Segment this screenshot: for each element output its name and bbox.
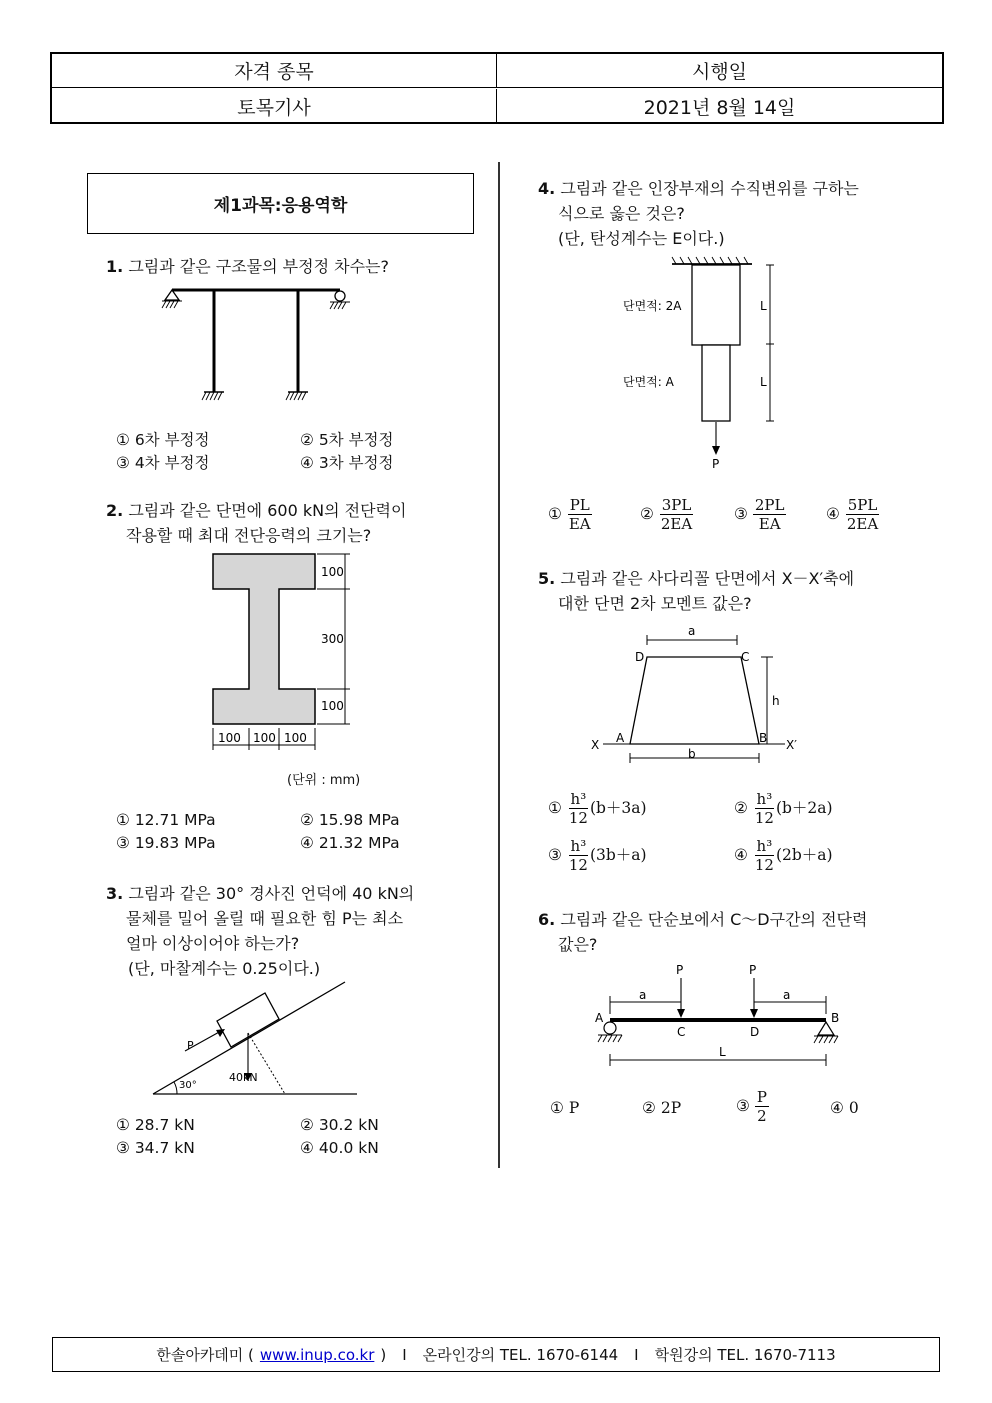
q5-option-2[interactable]: ② $\frac{\text{h³}}{12}$ (b＋2a) <box>734 790 833 827</box>
q4-question-line1: 그림과 같은 인장부재의 수직변위를 구하는 <box>560 179 859 198</box>
footer-close: ) <box>380 1345 387 1364</box>
q3-option-3[interactable]: ③ 34.7 kN <box>116 1139 195 1157</box>
q4-l2: L <box>760 375 767 389</box>
q3-angle-label: 30° <box>179 1080 197 1091</box>
q6-L-label: L <box>719 1045 726 1059</box>
q6-p2-label: P <box>749 963 757 977</box>
q5-figure <box>585 620 805 770</box>
q2-number: 2. <box>106 501 124 520</box>
q2-i-section <box>213 554 315 724</box>
q4-text <box>538 176 859 251</box>
q4-question-line2: 식으로 옳은 것은? <box>558 204 685 223</box>
q5-B-label: B <box>759 731 768 745</box>
q6-A-label: A <box>595 1011 604 1025</box>
q1-roller-support <box>335 291 345 301</box>
q6-B-label: B <box>831 1011 840 1025</box>
q4-l1: L <box>760 299 767 313</box>
q2-question-line1: 그림과 같은 단면에 600 kN의 전단력이 <box>128 501 407 520</box>
q6-option-2[interactable]: ② 2P <box>642 1099 682 1117</box>
q4-upper-member <box>692 265 740 345</box>
q5-trapezoid <box>630 657 759 744</box>
q2-unit: (단위 : mm) <box>287 773 361 788</box>
footer-separator-1: I <box>402 1345 407 1364</box>
q2-option-1[interactable]: ① 12.71 MPa <box>116 811 216 829</box>
q2-option-3[interactable]: ③ 19.83 MPa <box>116 834 216 852</box>
q5-C-label: C <box>741 650 750 664</box>
q6-a1-label: a <box>639 988 647 1002</box>
subject-title: 제1과목:응용역학 <box>87 173 474 234</box>
footer-academy: 한솔아카데미 ( <box>156 1346 254 1364</box>
q5-question-line2: 대한 단면 2차 모멘트 값은? <box>558 594 752 613</box>
q6-roller-A <box>604 1022 616 1034</box>
footer-offline-tel: 학원강의 TEL. 1670-7113 <box>654 1346 836 1364</box>
q4-option-2[interactable]: ② $\frac{3PL}{2EA}$ <box>640 496 693 533</box>
q6-option-1[interactable]: ① P <box>550 1099 580 1117</box>
q3-load-label: 40kN <box>229 1071 258 1084</box>
q1-question: 그림과 같은 구조물의 부정정 차수는? <box>128 257 389 276</box>
q3-text <box>106 881 414 981</box>
header-col2-title: 시행일 <box>691 61 748 83</box>
header-table <box>50 52 944 124</box>
q3-number: 3. <box>106 884 124 903</box>
q4-question-line3: (단, 탄성계수는 E이다.) <box>558 229 725 248</box>
q3-p-label: P <box>187 1039 194 1052</box>
q6-p1-label: P <box>676 963 684 977</box>
q5-X-label: X <box>591 738 600 752</box>
q4-lower-member <box>702 345 730 421</box>
header-col1-value: 토목기사 <box>52 89 497 124</box>
q1-option-1[interactable]: ① 6차 부정정 <box>116 431 210 449</box>
header-col2-value: 2021년 8월 14일 <box>643 97 796 119</box>
q5-a-label: a <box>688 624 696 638</box>
footer-website-link[interactable]: www.inup.co.kr <box>259 1345 375 1364</box>
q3-option-2[interactable]: ② 30.2 kN <box>300 1116 379 1134</box>
q5-option-3[interactable]: ③ $\frac{\text{h³}}{12}$ (3b＋a) <box>548 837 647 874</box>
q1-option-3[interactable]: ③ 4차 부정정 <box>116 454 210 472</box>
column-divider <box>498 162 500 1168</box>
q1-text <box>106 254 389 279</box>
q2-dim-w1: 100 <box>218 731 241 745</box>
q2-dim-top: 100 <box>321 565 344 579</box>
q5-h-label: h <box>772 694 780 708</box>
q1-option-2[interactable]: ② 5차 부정정 <box>300 431 394 449</box>
q2-dim-mid: 300 <box>321 632 344 646</box>
q4-area1: 단면적: 2A <box>623 299 682 313</box>
footer <box>52 1337 940 1372</box>
q6-number: 6. <box>538 910 556 929</box>
q6-option-3[interactable]: ③ $\frac{P}{2}$ <box>736 1088 767 1125</box>
q2-dim-w2: 100 <box>253 731 276 745</box>
q1-option-4[interactable]: ④ 3차 부정정 <box>300 454 394 472</box>
q5-number: 5. <box>538 569 556 588</box>
q6-a2-label: a <box>783 988 791 1002</box>
q6-text <box>538 907 867 957</box>
q6-figure <box>590 962 850 1072</box>
q4-option-1[interactable]: ① $\frac{PL}{EA}$ <box>548 496 591 533</box>
q5-D-label: D <box>635 650 645 664</box>
q5-b-label: b <box>688 747 696 761</box>
q1-number: 1. <box>106 257 124 276</box>
q4-figure <box>620 254 790 474</box>
header-col1-title: 자격 종목 <box>52 54 497 87</box>
q2-figure <box>205 548 375 758</box>
q4-option-3[interactable]: ③ $\frac{2PL}{EA}$ <box>734 496 785 533</box>
q2-dim-bot: 100 <box>321 699 344 713</box>
q6-question-line1: 그림과 같은 단순보에서 C～D구간의 전단력 <box>560 910 868 929</box>
q2-text <box>106 498 406 548</box>
q3-option-1[interactable]: ① 28.7 kN <box>116 1116 195 1134</box>
q2-option-2[interactable]: ② 15.98 MPa <box>300 811 400 829</box>
q2-option-4[interactable]: ④ 21.32 MPa <box>300 834 400 852</box>
q3-figure <box>145 975 365 1100</box>
q6-question-line2: 값은? <box>558 935 598 954</box>
q1-figure <box>160 280 360 410</box>
footer-separator-2: I <box>634 1345 639 1364</box>
q3-question-line2: 물체를 밀어 올릴 때 필요한 힘 P는 최소 <box>126 909 404 928</box>
q3-question-line1: 그림과 같은 30° 경사진 언덕에 40 kN의 <box>128 884 415 903</box>
q5-question-line1: 그림과 같은 사다리꼴 단면에서 X－X′축에 <box>560 569 855 588</box>
q5-option-1[interactable]: ① $\frac{\text{h³}}{12}$ (b＋3a) <box>548 790 647 827</box>
q5-text <box>538 566 854 616</box>
q3-question-line3: 얼마 이상이어야 하는가? <box>126 934 300 953</box>
q2-question-line2: 작용할 때 최대 전단응력의 크기는? <box>126 526 372 545</box>
q4-p-label: P <box>712 457 720 471</box>
q6-option-4[interactable]: ④ 0 <box>830 1099 859 1117</box>
q6-C-label: C <box>677 1025 686 1039</box>
q4-area2: 단면적: A <box>623 375 674 389</box>
q5-X2-label: X′ <box>786 738 797 752</box>
q2-dim-w3: 100 <box>284 731 307 745</box>
q3-question-line4: (단, 마찰계수는 0.25이다.) <box>128 959 321 978</box>
q5-A-label: A <box>616 731 625 745</box>
q6-D-label: D <box>750 1025 760 1039</box>
q4-option-4[interactable]: ④ $\frac{5PL}{2EA}$ <box>826 496 879 533</box>
footer-online-tel: 온라인강의 TEL. 1670-6144 <box>422 1346 619 1364</box>
q5-option-4[interactable]: ④ $\frac{\text{h³}}{12}$ (2b＋a) <box>734 837 833 874</box>
q3-option-4[interactable]: ④ 40.0 kN <box>300 1139 379 1157</box>
q4-number: 4. <box>538 179 556 198</box>
